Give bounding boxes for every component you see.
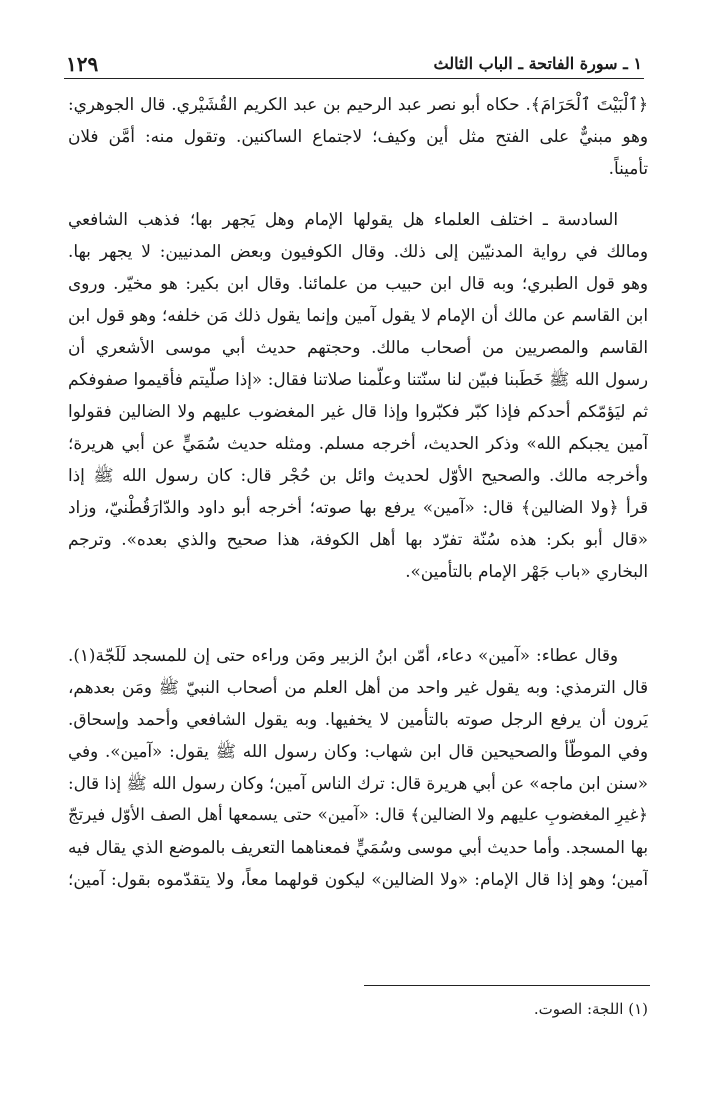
text-line: ابن القاسم عن مالك أن الإمام لا يقول آمين وإنما يقول ذلك مَن خلفه؛ وهو قول ابن	[68, 305, 648, 325]
text-line: ثم ليَؤمّكم أحدكم فإذا كبّر فكبّروا وإذا قال غير المغضوب عليهم ولا الضالين فقولوا	[68, 401, 648, 421]
running-title: ١ ـ سورة الفاتحة ـ الباب الثالث	[433, 54, 642, 73]
text-line: وهو قول الطبري؛ وبه قال ابن حبيب من علمائنا. وقال ابن بكير: هو مخيّر. وروى	[68, 273, 648, 293]
text-line: قال الترمذي: وبه يقول غير واحد من أهل العلم من أصحاب النبيّ ﷺ ومَن بعدهم،	[68, 677, 648, 697]
page-number: ١٢٩	[66, 52, 99, 76]
text-line: وأخرجه مالك. والصحيح الأوّل لحديث وائل بن حُجْر قال: كان رسول الله ﷺ إذا	[68, 465, 648, 485]
text-line: «سنن ابن ماجه» عن أبي هريرة قال: ترك الناس آمين؛ وكان رسول الله ﷺ إذا قال:	[68, 773, 648, 793]
text-line: القاسم والمصريين من أصحاب مالك. وحجتهم حديث أبي موسى الأشعري أن	[68, 337, 648, 357]
text-line: بها المسجد. وأما حديث أبي موسى وسُمَيٍّ فمعناهما التعريف بالموضع الذي يقال فيه	[68, 837, 648, 857]
text-line: ﴿ٱلْبَيْتَ ٱلْحَرَامَ﴾. حكاه أبو نصر عبد الرحيم بن عبد الكريم القُشَيْري. قال الجوهري:	[68, 94, 648, 114]
footnote-divider	[364, 985, 650, 986]
text-line: آمين؛ وهو إذا قال الإمام: «ولا الضالين» ليكون قولهما معاً، ولا يتقدّموه بقول: آمين؛	[68, 869, 648, 889]
paragraph-intro	[68, 88, 648, 184]
text-line: ﴿غيرِ المغضوبِ عليهم ولا الضالين﴾ قال: «آمين» حتى يسمعها أهل الصف الأوّل فيرتجّ	[68, 805, 648, 824]
text-line: البخاري «باب جَهْر الإمام بالتأمين».	[405, 561, 648, 581]
text-line: قرأ ﴿ولا الضالين﴾ قال: «آمين» يرفع بها صوته؛ أخرجه أبو داود والدّارَقُطْنيّ، وزاد	[68, 497, 648, 517]
text-line: وقال عطاء: «آمين» دعاء، أمّن ابنُ الزبير ومَن وراءه حتى إن للمسجد لَلَجّة(١).	[68, 645, 618, 665]
text-line: تأميناً.	[608, 158, 648, 178]
footnote: (١) اللجة: الصوت.	[533, 1000, 648, 1018]
text-line: آمين يجبكم الله» وذكر الحديث، أخرجه مسلم. ومثله حديث سُمَيٍّ عن أبي هريرة؛	[68, 433, 648, 453]
text-line: السادسة ـ اختلف العلماء هل يقولها الإمام وهل يَجهر بها؛ فذهب الشافعي	[68, 209, 618, 229]
text-line: رسول الله ﷺ خَطَبنا فبيّن لنا سنّتنا وعلّمنا صلاتنا فقال: «إذا صلّيتم فأقيموا صفوفكم	[68, 369, 648, 389]
paragraph-sixth-issue	[68, 203, 648, 587]
page-header	[66, 46, 642, 76]
text-line: «قال أبو بكر: هذه سُنّة تفرّد بها أهل الكوفة، هذا صحيح والذي بعده». وترجم	[68, 529, 648, 549]
text-line: ومالك في رواية المدنيّين إلى ذلك. وقال الكوفيون وبعض المدنيين: لا يجهر بها.	[68, 241, 648, 261]
paragraph-ata-tirmidhi	[68, 639, 648, 895]
text-line: يَرون أن يرفع الرجل صوته بالتأمين لا يخفيها. وبه يقول الشافعي وأحمد وإسحاق.	[68, 709, 648, 729]
text-line: وفي الموطّأ والصحيحين قال ابن شهاب: وكان رسول الله ﷺ يقول: «آمين». وفي	[68, 741, 648, 761]
text-line: وهو مبنيٌّ على الفتح مثل أين وكيف؛ لاجتماع الساكنين. وتقول منه: أمَّن فلان	[68, 126, 648, 146]
header-divider	[64, 78, 644, 79]
